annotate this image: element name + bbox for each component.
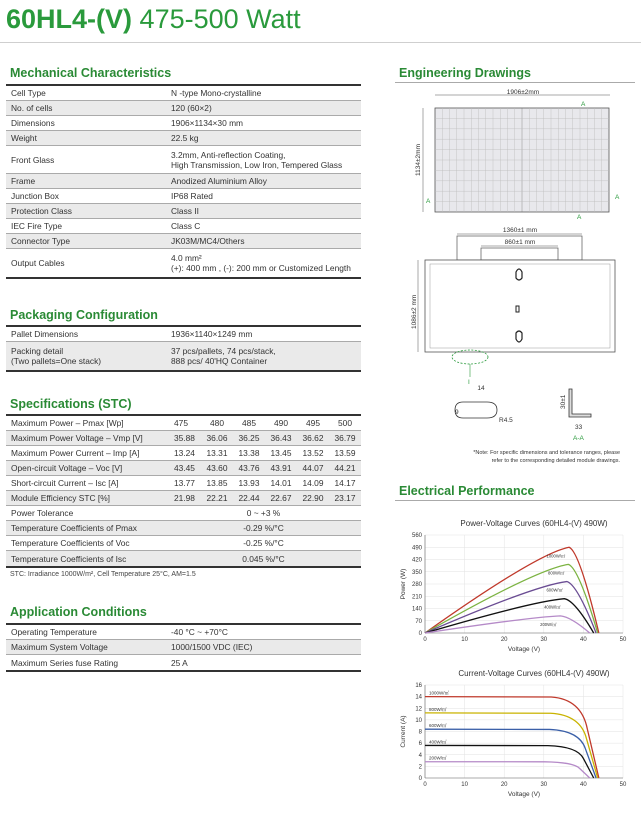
mechanical-row	[6, 204, 361, 219]
y-tick-label: 70	[415, 618, 422, 625]
spec-row	[6, 491, 361, 506]
row-value	[166, 249, 361, 277]
spec-value: 14.17	[334, 478, 356, 488]
series-label: 800W/㎡	[429, 706, 447, 712]
series-label: 1000W/㎡	[429, 690, 450, 696]
spec-merged-value: 0.045 %/°C	[242, 553, 285, 564]
page-title	[6, 4, 301, 35]
width-dimension: 1906±2mm	[506, 89, 540, 96]
spec-value: 21.98	[174, 493, 195, 503]
mounting-slot-detail	[455, 402, 497, 418]
spec-value: 13.24	[174, 448, 195, 458]
row-label: No. of cells	[11, 103, 53, 113]
row-value	[166, 131, 361, 145]
section-label: A-A	[573, 435, 584, 442]
series-label: 400W/㎡	[544, 604, 561, 610]
spec-merged-value: 0 ~ +3 %	[246, 508, 281, 518]
series-label: 600W/㎡	[546, 587, 563, 593]
spec-value: 13.77	[174, 478, 195, 488]
iv-curve	[425, 762, 590, 778]
row-value-line: Class C	[171, 221, 201, 231]
height-dimension: 1134±2mm	[415, 144, 422, 176]
mechanical-title: Mechanical Characteristics	[10, 66, 172, 80]
y-tick-label: 0	[418, 631, 422, 637]
y-tick-label: 10	[415, 717, 422, 724]
y-tick-label: 490	[411, 545, 422, 552]
spec-value: 36.62	[302, 433, 324, 443]
electrical-divider	[395, 500, 635, 501]
row-value-line: 1000/1500 VDC (IEC)	[171, 642, 253, 652]
row-label: Weight	[11, 133, 37, 143]
spec-value: 36.43	[270, 433, 292, 443]
spec-label: Temperature Coefficients of Pmax	[11, 523, 137, 533]
application-title: Application Conditions	[10, 605, 147, 619]
chart-title: Current-Voltage Curves (60HL4-(V) 490W)	[458, 669, 610, 678]
row-value-line: (+): 400 mm , (-): 200 mm or Customized Length	[171, 263, 351, 273]
spec-value: 485	[242, 418, 256, 428]
series-label: 400W/㎡	[429, 739, 447, 745]
spec-value: 35.88	[174, 433, 195, 443]
row-value	[166, 327, 361, 341]
spec-label: Maximum Power – Pmax [Wp]	[11, 418, 124, 428]
row-label-line: (Two pallets=One stack)	[11, 356, 102, 366]
mechanical-row	[6, 234, 361, 249]
mount-inner-dimension: 860±1 mm	[504, 239, 536, 246]
row-value-line: N -type Mono-crystalline	[171, 88, 262, 98]
x-tick-label: 10	[461, 637, 468, 643]
spec-value: 44.07	[302, 463, 324, 473]
y-tick-label: 4	[418, 752, 422, 759]
chart-title: Power-Voltage Curves (60HL4-(V) 490W)	[460, 519, 608, 528]
x-tick-label: 40	[580, 637, 587, 643]
row-label: Connector Type	[11, 236, 70, 246]
mechanical-row	[6, 116, 361, 131]
iv-curve	[425, 729, 596, 778]
x-tick-label: 40	[580, 782, 587, 788]
mechanical-table	[6, 84, 361, 279]
spec-value: 43.60	[206, 463, 228, 473]
spec-label: Maximum Power Voltage – Vmp [V]	[11, 433, 143, 443]
spec-value: 44.21	[334, 463, 356, 473]
mechanical-row	[6, 86, 361, 101]
row-label: Pallet Dimensions	[11, 329, 79, 339]
specs-title: Specifications (STC)	[10, 397, 132, 411]
mount-outer-dimension: 1360±1 mm	[502, 227, 538, 234]
x-tick-label: 0	[423, 637, 427, 643]
y-tick-label: 2	[418, 764, 422, 771]
power-voltage-chart	[395, 515, 635, 658]
spec-value: 22.67	[270, 493, 292, 503]
spec-value: 13.31	[206, 448, 228, 458]
row-value-line: 1906×1134×30 mm	[171, 118, 244, 128]
x-tick-label: 50	[619, 782, 627, 788]
model-name: 60HL4-(V)	[6, 4, 133, 34]
spec-value: 43.91	[270, 463, 292, 473]
spec-value: 22.44	[238, 493, 260, 503]
row-value	[166, 146, 361, 173]
row-label: Output Cables	[11, 258, 65, 268]
power-range: 475-500 Watt	[139, 4, 301, 34]
series-label: 200W/㎡	[429, 755, 447, 761]
spec-value: 43.45	[174, 463, 195, 473]
mechanical-row	[6, 249, 361, 277]
application-table	[6, 623, 361, 672]
application-row	[6, 625, 361, 640]
mount-rail-inner	[481, 248, 558, 260]
row-value-line: JK03M/MC4/Others	[171, 236, 245, 246]
spec-value: 13.93	[238, 478, 260, 488]
section-marker-right: A	[615, 194, 620, 201]
spec-value: 23.17	[334, 493, 356, 503]
detail-width: 14	[477, 385, 485, 392]
x-axis-label: Voltage (V)	[507, 791, 541, 798]
row-label: Protection Class	[11, 206, 72, 216]
packaging-row	[6, 342, 361, 370]
spec-value: 13.52	[302, 448, 324, 458]
row-value	[166, 174, 361, 188]
y-tick-label: 0	[418, 776, 422, 782]
spec-value: 13.59	[334, 448, 356, 458]
row-value	[166, 640, 361, 654]
spec-label: Temperature Coefficients of Isc	[11, 553, 127, 564]
iv-curve	[425, 697, 599, 778]
section-marker-bottom: A	[577, 214, 582, 221]
row-value-line: 888 pcs/ 40'HQ Container	[171, 356, 268, 366]
spec-value: 475	[174, 418, 188, 428]
spec-row	[6, 551, 361, 566]
row-value-line: -40 °C ~ +70°C	[171, 627, 228, 637]
spec-row	[6, 506, 361, 521]
spec-row	[6, 431, 361, 446]
row-value	[166, 655, 361, 670]
y-tick-label: 14	[415, 694, 422, 701]
spec-label: Maximum Power Current – Imp [A]	[11, 448, 140, 458]
row-label: Frame	[11, 176, 36, 186]
spec-value: 43.76	[238, 463, 260, 473]
spec-value: 480	[210, 418, 224, 428]
row-value-line: 3.2mm, Anti-reflection Coating,	[171, 149, 286, 160]
application-row	[6, 640, 361, 655]
packaging-row	[6, 327, 361, 342]
header-divider	[0, 42, 641, 43]
row-value	[166, 219, 361, 233]
spec-label: Short-circuit Current – Isc [A]	[11, 478, 119, 488]
row-value-line: Anodized Aluminium Alloy	[171, 176, 267, 186]
row-value-line: High Transmission, Low Iron, Tempered Glass	[171, 159, 343, 170]
spec-value: 14.09	[302, 478, 324, 488]
mechanical-row	[6, 174, 361, 189]
row-value	[166, 234, 361, 248]
x-tick-label: 30	[540, 637, 548, 643]
spec-value: 500	[338, 418, 352, 428]
packaging-title: Packaging Configuration	[10, 308, 158, 322]
y-tick-label: 12	[415, 706, 422, 713]
spec-label: Temperature Coefficients of Voc	[11, 538, 130, 548]
spec-row	[6, 536, 361, 551]
section-marker-top: A	[581, 101, 586, 108]
y-tick-label: 140	[411, 606, 422, 613]
detail-radius: R4.5	[499, 417, 513, 424]
detail-marker: I	[468, 379, 470, 386]
row-label: Maximum System Voltage	[11, 642, 108, 652]
spec-value: 22.90	[302, 493, 324, 503]
spec-row	[6, 446, 361, 461]
spec-row	[6, 476, 361, 491]
mechanical-row	[6, 131, 361, 146]
row-value	[166, 189, 361, 203]
spec-merged-value: -0.25 %/°C	[243, 538, 284, 548]
row-value-line: 1936×1140×1249 mm	[171, 329, 253, 339]
frame-section-profile	[569, 389, 591, 417]
mechanical-row	[6, 189, 361, 204]
detail-height: 9	[455, 409, 459, 416]
y-tick-label: 16	[415, 683, 422, 689]
row-value-line: 22.5 kg	[171, 133, 199, 143]
mechanical-row	[6, 219, 361, 234]
row-value	[166, 625, 361, 639]
spec-value: 495	[306, 418, 320, 428]
spec-value: 13.45	[270, 448, 292, 458]
row-value	[166, 116, 361, 130]
row-value	[166, 101, 361, 115]
frame-height-dimension: 30±1	[560, 394, 567, 409]
row-label: Operating Temperature	[11, 627, 97, 637]
module-back-view	[425, 260, 615, 352]
y-tick-label: 280	[411, 582, 422, 588]
x-tick-label: 50	[619, 637, 627, 643]
spec-label: Power Tolerance	[11, 508, 74, 518]
y-tick-label: 350	[411, 569, 422, 576]
row-label-line: Packing detail	[11, 346, 64, 356]
row-label: Cell Type	[11, 88, 46, 98]
row-value-line: 120 (60×2)	[171, 103, 212, 113]
specs-table	[6, 414, 361, 568]
row-label: Junction Box	[11, 191, 59, 201]
x-tick-label: 10	[461, 782, 468, 788]
spec-row	[6, 416, 361, 431]
spec-value: 13.85	[206, 478, 228, 488]
row-label: Front Glass	[11, 154, 55, 165]
spec-label: Open-circuit Voltage – Voc [V]	[11, 463, 123, 473]
spec-value: 490	[274, 418, 288, 428]
y-tick-label: 6	[418, 741, 422, 748]
x-tick-label: 20	[500, 637, 508, 643]
spec-value: 36.06	[206, 433, 228, 443]
drawings-title: Engineering Drawings	[399, 66, 531, 80]
y-tick-label: 8	[418, 729, 422, 736]
row-value-line: Class II	[171, 206, 199, 216]
engineering-drawing	[395, 84, 637, 474]
spec-value: 36.25	[238, 433, 260, 443]
back-height-dimension: 1086±2 mm	[411, 294, 418, 329]
stc-note: STC: Irradiance 1000W/m², Cell Temperature 25°C, AM=1.5	[10, 571, 196, 578]
x-tick-label: 0	[423, 782, 427, 788]
row-value-line: 25 A	[171, 657, 188, 668]
spec-value: 22.21	[206, 493, 228, 503]
spec-value: 13.38	[238, 448, 260, 458]
mechanical-row	[6, 101, 361, 116]
y-axis-label: Power (W)	[400, 568, 407, 600]
drawing-note-line1: *Note: For specific dimensions and tolerance ranges, please	[473, 450, 620, 456]
row-value-line: IP68 Rated	[171, 191, 213, 201]
frame-width-dimension: 33	[575, 424, 583, 431]
row-value	[166, 204, 361, 218]
y-axis-label: Current (A)	[400, 715, 407, 748]
row-value-line: 37 pcs/pallets, 74 pcs/stack,	[171, 346, 276, 356]
packaging-table	[6, 325, 361, 372]
drawing-note-line2: refer to the corresponding detailed module drawings.	[491, 458, 620, 464]
drawings-divider	[395, 82, 635, 83]
spec-row	[6, 461, 361, 476]
row-value	[166, 342, 361, 370]
section-marker-left: A	[426, 198, 431, 205]
y-tick-label: 420	[411, 557, 422, 564]
x-tick-label: 20	[500, 782, 508, 788]
x-tick-label: 30	[540, 782, 548, 788]
current-voltage-chart	[395, 665, 635, 805]
row-value	[166, 86, 361, 100]
series-label: 600W/㎡	[429, 723, 447, 729]
y-tick-label: 210	[411, 594, 422, 601]
series-label: 1000W/㎡	[546, 553, 566, 559]
series-label: 800W/㎡	[548, 570, 565, 576]
spec-label: Module Efficiency STC [%]	[11, 493, 110, 503]
application-row	[6, 655, 361, 670]
row-label: Maximum Series fuse Rating	[11, 657, 119, 668]
spec-value: 36.79	[334, 433, 356, 443]
series-label: 200W/㎡	[540, 621, 557, 627]
electrical-title: Electrical Performance	[399, 484, 535, 498]
mechanical-row	[6, 146, 361, 174]
row-label	[6, 342, 166, 370]
row-label: IEC Fire Type	[11, 221, 63, 231]
y-tick-label: 560	[411, 533, 422, 539]
spec-value: 14.01	[270, 478, 292, 488]
spec-merged-value: -0.29 %/°C	[243, 523, 284, 533]
row-label: Dimensions	[11, 118, 55, 128]
row-value-line: 4.0 mm²	[171, 253, 202, 263]
spec-row	[6, 521, 361, 536]
x-axis-label: Voltage (V)	[507, 646, 541, 653]
